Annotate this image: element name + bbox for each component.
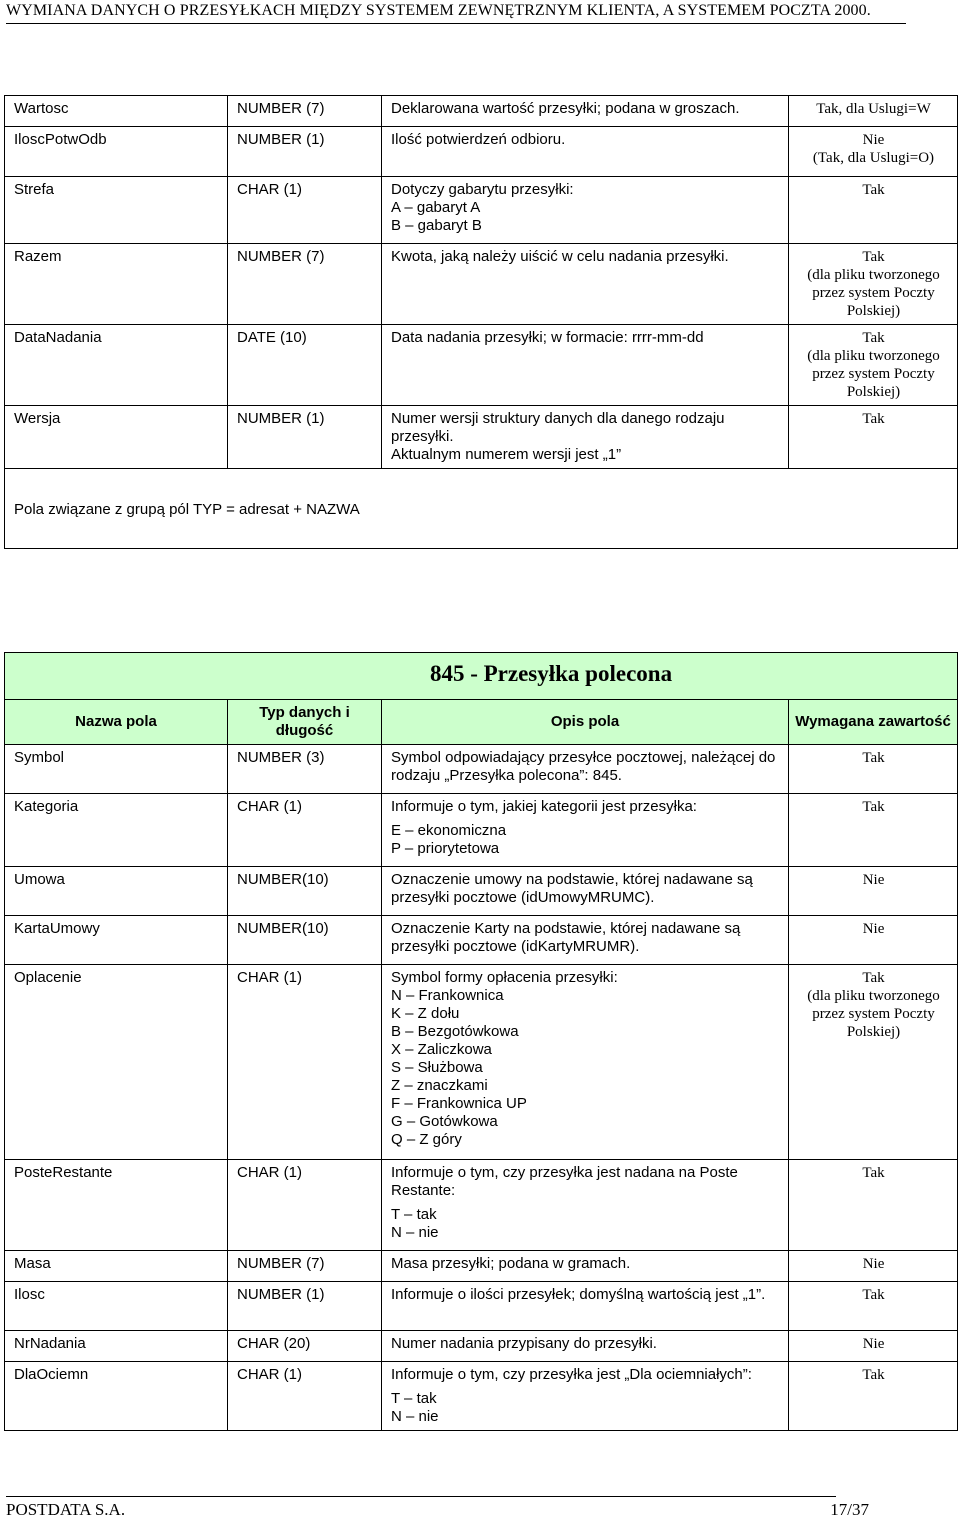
table-row <box>5 177 958 244</box>
field-type: NUMBER (7) <box>228 244 382 325</box>
group-note-row <box>5 469 958 549</box>
required-line: przez system Poczty <box>812 285 935 301</box>
text-line: Masa przesyłki; podana w gramach. <box>391 1255 631 1272</box>
text-line: Ilość potwierdzeń odbioru. <box>391 131 566 148</box>
field-name: Wersja <box>5 406 228 469</box>
footer-divider <box>6 1496 836 1497</box>
text-line: B – Bezgotówkowa <box>391 1023 519 1040</box>
table-title: 845 - Przesyłka polecona <box>5 653 958 700</box>
header-name: Nazwa pola <box>5 700 228 745</box>
text-line: Z – znaczkami <box>391 1077 488 1094</box>
table-row <box>5 745 958 794</box>
field-type: CHAR (1) <box>228 1160 382 1251</box>
required-line: Tak <box>862 750 885 766</box>
required-line: Tak <box>862 970 885 986</box>
table-row <box>5 1282 958 1331</box>
required-line: Tak, dla Uslugi=W <box>816 101 931 117</box>
required-line: (dla pliku tworzonego <box>807 267 940 283</box>
required-line: (dla pliku tworzonego <box>807 988 940 1004</box>
field-required <box>789 745 958 794</box>
field-required <box>789 965 958 1160</box>
field-name: Wartosc <box>5 96 228 127</box>
field-description <box>382 794 789 867</box>
required-line: Tak <box>862 1367 885 1383</box>
field-type: CHAR (1) <box>228 794 382 867</box>
footer-page-number: 17/37 <box>830 1500 869 1519</box>
required-line: Tak <box>862 330 885 346</box>
text-line: P – priorytetowa <box>391 840 500 857</box>
field-name: Strefa <box>5 177 228 244</box>
field-type: NUMBER (3) <box>228 745 382 794</box>
field-description <box>382 1282 789 1331</box>
field-required <box>789 406 958 469</box>
text-line: Informuje o tym, jakiej kategorii jest przesyłka: <box>391 798 697 815</box>
text-line: N – nie <box>391 1224 439 1241</box>
group-note: Pola związane z grupą pól TYP = adresat + NAZWA <box>5 469 958 549</box>
required-line: Tak <box>862 799 885 815</box>
text-line: N – nie <box>391 1408 439 1425</box>
field-description <box>382 745 789 794</box>
text-line: Symbol formy opłacenia przesyłki: <box>391 969 618 986</box>
field-description <box>382 96 789 127</box>
text-line: T – tak <box>391 1206 437 1223</box>
field-description <box>382 325 789 406</box>
field-description <box>382 1160 789 1251</box>
field-required <box>789 1331 958 1362</box>
field-name: Ilosc <box>5 1282 228 1331</box>
field-description <box>382 867 789 916</box>
text-line: Informuje o ilości przesyłek; domyślną wartością jest „1”. <box>391 1286 766 1303</box>
table-row <box>5 1160 958 1251</box>
required-line: Tak <box>862 1165 885 1181</box>
field-description <box>382 965 789 1160</box>
table-row <box>5 244 958 325</box>
required-line: (Tak, dla Uslugi=O) <box>812 150 935 166</box>
field-required <box>789 794 958 867</box>
text-line: Oznaczenie umowy na podstawie, której nadawane są przesyłki pocztowe (idUmowyMRUMC). <box>391 871 753 906</box>
field-name: IloscPotwOdb <box>5 127 228 177</box>
table-row <box>5 794 958 867</box>
text-line: Informuje o tym, czy przesyłka jest nadana na Poste Restante: <box>391 1164 738 1199</box>
text-line: Symbol odpowiadający przesyłce pocztowej, należącej do rodzaju „Przesyłka polecona”: 845. <box>391 749 776 784</box>
text-line: Oznaczenie Karty na podstawie, której nadawane są przesyłki pocztowe (idKartyMRUMR). <box>391 920 741 955</box>
required-line: Polskiej) <box>846 303 901 319</box>
text-line: Aktualnym numerem wersji jest „1” <box>391 446 622 463</box>
table-row <box>5 867 958 916</box>
table-row <box>5 965 958 1160</box>
required-line: przez system Poczty <box>812 366 935 382</box>
required-line: Tak <box>862 1287 885 1303</box>
field-type: NUMBER(10) <box>228 916 382 965</box>
required-line: Tak <box>862 182 885 198</box>
required-line: Nie <box>862 1256 885 1272</box>
fields-table-845 <box>4 652 958 1431</box>
field-name: Symbol <box>5 745 228 794</box>
text-line: Dotyczy gabarytu przesyłki: <box>391 181 574 198</box>
required-line: przez system Poczty <box>812 1006 935 1022</box>
field-name: DlaOciemn <box>5 1362 228 1431</box>
header-req: Wymagana zawartość <box>789 700 958 745</box>
field-type: NUMBER (1) <box>228 127 382 177</box>
text-line: Numer wersji struktury danych dla danego rodzaju przesyłki. <box>391 410 725 445</box>
field-type: NUMBER (7) <box>228 1251 382 1282</box>
field-required <box>789 325 958 406</box>
table-header-row <box>5 700 958 745</box>
text-line: G – Gotówkowa <box>391 1113 498 1130</box>
field-required <box>789 1362 958 1431</box>
text-line: K – Z dołu <box>391 1005 460 1022</box>
text-line: T – tak <box>391 1390 437 1407</box>
header-desc: Opis pola <box>382 700 789 745</box>
table-row <box>5 1331 958 1362</box>
field-type: CHAR (1) <box>228 965 382 1160</box>
field-name: Razem <box>5 244 228 325</box>
field-required <box>789 1160 958 1251</box>
field-type: NUMBER (7) <box>228 96 382 127</box>
field-description <box>382 916 789 965</box>
field-name: Umowa <box>5 867 228 916</box>
field-description <box>382 1331 789 1362</box>
table-row <box>5 127 958 177</box>
table-row <box>5 1362 958 1431</box>
field-name: Kategoria <box>5 794 228 867</box>
field-required <box>789 177 958 244</box>
field-description <box>382 127 789 177</box>
header-type: Typ danych i długość <box>228 700 382 745</box>
text-line: Informuje o tym, czy przesyłka jest „Dla ociemniałych”: <box>391 1366 752 1383</box>
field-required <box>789 867 958 916</box>
table-row <box>5 96 958 127</box>
field-type: CHAR (20) <box>228 1331 382 1362</box>
field-name: KartaUmowy <box>5 916 228 965</box>
table-row <box>5 1251 958 1282</box>
field-name: Oplacenie <box>5 965 228 1160</box>
text-line: F – Frankownica UP <box>391 1095 527 1112</box>
text-line: X – Zaliczkowa <box>391 1041 492 1058</box>
field-description <box>382 244 789 325</box>
field-type: DATE (10) <box>228 325 382 406</box>
text-line: Deklarowana wartość przesyłki; podana w groszach. <box>391 100 740 117</box>
text-line: E – ekonomiczna <box>391 822 507 839</box>
fields-table-continued <box>4 95 958 549</box>
required-line: (dla pliku tworzonego <box>807 348 940 364</box>
field-type: CHAR (1) <box>228 177 382 244</box>
text-line: A – gabaryt A <box>391 199 481 216</box>
field-type: NUMBER (1) <box>228 406 382 469</box>
field-name: NrNadania <box>5 1331 228 1362</box>
required-line: Nie <box>862 921 885 937</box>
field-type: CHAR (1) <box>228 1362 382 1431</box>
table-row <box>5 916 958 965</box>
required-line: Polskiej) <box>846 1024 901 1040</box>
field-name: PosteRestante <box>5 1160 228 1251</box>
page-header: WYMIANA DANYCH O PRZESYŁKACH MIĘDZY SYSTEMEM ZEWNĘTRZNYM KLIENTA, A SYSTEMEM POCZTA 2000. <box>6 2 906 24</box>
text-line: N – Frankownica <box>391 987 504 1004</box>
field-name: Masa <box>5 1251 228 1282</box>
text-line: Numer nadania przypisany do przesyłki. <box>391 1335 657 1352</box>
field-description <box>382 406 789 469</box>
text-line: Kwota, jaką należy uiścić w celu nadania przesyłki. <box>391 248 729 265</box>
field-required <box>789 1251 958 1282</box>
required-line: Tak <box>862 249 885 265</box>
text-line: B – gabaryt B <box>391 217 482 234</box>
field-required <box>789 127 958 177</box>
field-description <box>382 1251 789 1282</box>
required-line: Polskiej) <box>846 384 901 400</box>
required-line: Tak <box>862 411 885 427</box>
field-description <box>382 1362 789 1431</box>
field-type: NUMBER(10) <box>228 867 382 916</box>
required-line: Nie <box>862 132 885 148</box>
field-required <box>789 916 958 965</box>
text-line: S – Służbowa <box>391 1059 483 1076</box>
table-row <box>5 406 958 469</box>
required-line: Nie <box>862 1336 885 1352</box>
required-line: Nie <box>862 872 885 888</box>
field-required <box>789 1282 958 1331</box>
table-row <box>5 325 958 406</box>
text-line: Data nadania przesyłki; w formacie: rrrr-mm-dd <box>391 329 704 346</box>
footer-company: POSTDATA S.A. <box>6 1500 126 1519</box>
field-name: DataNadania <box>5 325 228 406</box>
field-description <box>382 177 789 244</box>
field-required <box>789 96 958 127</box>
text-line: Q – Z góry <box>391 1131 462 1148</box>
field-required <box>789 244 958 325</box>
field-type: NUMBER (1) <box>228 1282 382 1331</box>
